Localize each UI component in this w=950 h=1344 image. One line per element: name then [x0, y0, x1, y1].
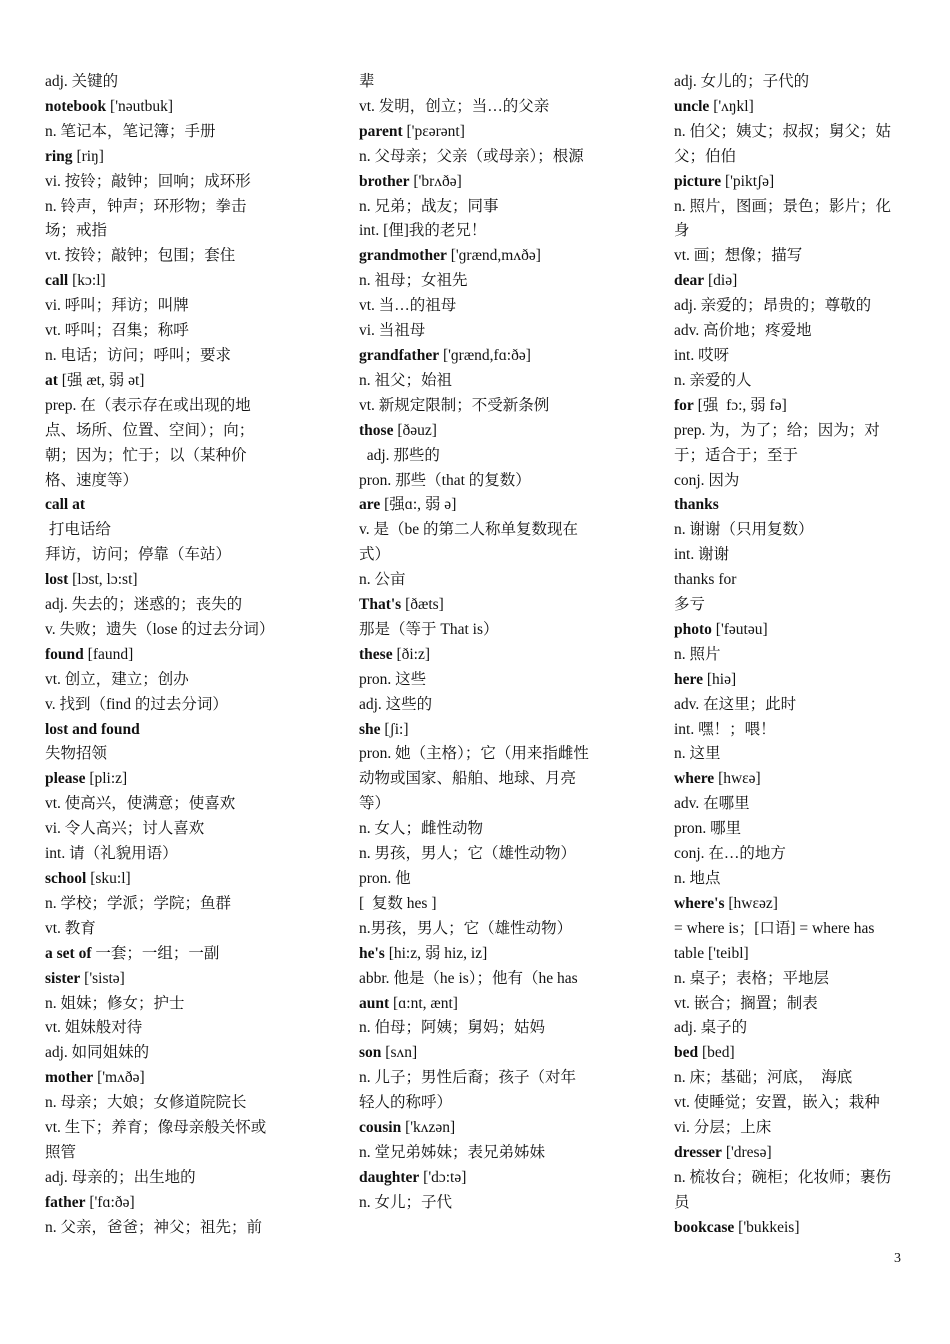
headword: uncle: [674, 97, 710, 115]
definition-line: adj. 桌子的: [674, 1019, 748, 1037]
pronunciation: [riŋ]: [72, 147, 104, 165]
headword: picture: [674, 172, 722, 190]
definition-line: n. 桌子；表格；平地层: [674, 969, 830, 987]
definition-line: vi. 令人高兴；讨人喜欢: [45, 820, 205, 838]
definition-line: n. 男孩，男人；它（雄性动物）: [359, 845, 577, 863]
entry-headword-line: [359, 120, 591, 145]
pronunciation: [hi:z, 弱 hiz, iz]: [384, 944, 488, 962]
entry-headword-line: [674, 170, 906, 195]
entry-headword-line: [359, 170, 591, 195]
pronunciation: ['kʌzən]: [401, 1119, 456, 1137]
pronunciation: ['piktʃə]: [721, 172, 775, 190]
entry-headword-line: [45, 1066, 277, 1091]
pronunciation: ['dɔ:tə]: [419, 1168, 467, 1186]
definition-line: vt. 教育: [45, 919, 96, 937]
headword: cousin: [359, 1119, 402, 1137]
entry-headword-line: [359, 1166, 591, 1191]
entry-headword-line: [674, 493, 906, 518]
definition-line: n. 姐妹；修女；护士: [45, 994, 185, 1012]
definition-line: int. 请（礼貌用语）: [45, 845, 178, 863]
pronunciation: [hwεə]: [714, 770, 761, 788]
headword: where's: [674, 894, 725, 912]
entry-headword-line: [45, 568, 277, 593]
definition-line: n. 伯母；阿姨；舅妈；姑妈: [359, 1019, 546, 1037]
pronunciation: ['dresə]: [721, 1143, 772, 1161]
pronunciation: [ði:z]: [392, 645, 431, 663]
entry-headword-line: [45, 867, 277, 892]
pronunciation: ['ɡrænd,fɑ:ðə]: [439, 346, 531, 364]
definition-line: vt. 姐妹般对待: [45, 1019, 143, 1037]
definition-line: int. 嘿！；喂！: [674, 720, 776, 738]
headword: a set of: [45, 944, 92, 962]
definition-line: vt. 按铃；敲钟；包围；套住: [45, 247, 236, 265]
definition-line: pron. 哪里: [674, 820, 742, 838]
definition-line: int. [俚]我的老兄！: [359, 222, 487, 240]
pronunciation: ['mʌðə]: [93, 1069, 145, 1087]
pronunciation: [bed]: [698, 1044, 735, 1062]
entry-headword-line: [359, 593, 591, 618]
entry-headword-line: [45, 1191, 277, 1216]
definition-line: vt. 嵌合；搁置；制表: [674, 994, 818, 1012]
definition-line: vi. 呼叫；拜访；叫牌: [45, 297, 189, 315]
definition-line: vt. 使高兴，使满意；使喜欢: [45, 795, 236, 813]
headword: lost: [45, 571, 69, 589]
definition-line: v. 是（be 的第二人称单复数现在式）: [359, 521, 578, 564]
definition-line: pron. 他: [359, 870, 411, 887]
headword: aunt: [359, 994, 390, 1012]
definition-line: n. 电话；访问；呼叫；要求: [45, 346, 232, 364]
definition-line: 那是（等于 That is）: [359, 620, 499, 638]
entry-headword-line: [674, 1216, 906, 1241]
headword: bookcase: [674, 1218, 735, 1236]
definition-line: n. 学校；学派；学院；鱼群: [45, 894, 232, 912]
definition-line: n. 梳妆台；碗柜；化妆师；裹伤员: [674, 1168, 892, 1211]
pronunciation: [diə]: [704, 272, 738, 290]
definition-line: 拜访，访问；停靠（车站）: [45, 546, 232, 564]
entry-headword-line: [674, 668, 906, 693]
entry-headword-line: [45, 767, 277, 792]
definition-line: int. 哎呀: [674, 346, 730, 364]
headword: are: [359, 496, 381, 514]
definition-line: thanks for: [674, 571, 737, 589]
definition-line: n. 父母亲；父亲（或母亲）；根源: [359, 147, 584, 165]
definition-line: vt. 当…的祖母: [359, 297, 457, 315]
definition-line: pron. 她（主格）；它（用来指雌性动物或国家、船舶、地球、月亮等）: [359, 745, 589, 813]
headword: father: [45, 1193, 86, 1211]
entry-headword-line: [45, 493, 277, 518]
dictionary-column-3: [674, 70, 906, 1241]
headword: at: [45, 371, 58, 389]
definition-line: prep. 为，为了；给；因为；对于；适合于；至于: [674, 421, 880, 464]
definition-line: [ 复数 hes ]: [359, 894, 437, 912]
entry-headword-line: [359, 344, 591, 369]
entry-headword-line: [359, 493, 591, 518]
entry-headword-line: [359, 419, 591, 444]
headword: lost and found: [45, 720, 140, 738]
headword: grandfather: [359, 346, 440, 364]
headword: she: [359, 720, 381, 738]
definition-line: vt. 使睡觉；安置，嵌入；栽种: [674, 1094, 880, 1112]
definition-line: vt. 新规定限制；不受新条例: [359, 396, 550, 414]
headword: sister: [45, 969, 81, 987]
pronunciation: ['sistə]: [80, 969, 125, 987]
headword: parent: [359, 122, 403, 140]
definition-line: adj. 亲爱的；昂贵的；尊敬的: [674, 297, 872, 315]
entry-headword-line: [359, 1116, 591, 1141]
definition-line: v. 找到（find 的过去分词）: [45, 695, 228, 713]
definition-line: prep. 在（表示存在或出现的地点、场所、位置、空间）；向；朝；因为；忙于；以（某种价格、速度等）: [45, 396, 255, 489]
definition-line: n. 父亲，爸爸；神父；祖先；前: [45, 1218, 263, 1236]
headword: son: [359, 1044, 382, 1062]
pronunciation: ['pεərənt]: [402, 122, 465, 140]
definition-line: vt. 创立，建立；创办: [45, 670, 189, 688]
pronunciation: ['fəutəu]: [711, 620, 768, 638]
definition-line: 失物招领: [45, 745, 108, 763]
headword: dresser: [674, 1143, 722, 1161]
definition-line: n. 照片，图画；景色；影片；化身: [674, 197, 892, 240]
definition-line: n. 祖父；始祖: [359, 371, 453, 389]
pronunciation: [强ɑ:, 弱 ə]: [380, 496, 457, 514]
definition-line: n. 伯父；姨丈；叔叔；舅父；姑父；伯伯: [674, 122, 892, 165]
headword: please: [45, 770, 86, 788]
definition-line: vt. 画；想像；描写: [674, 247, 803, 265]
entry-headword-line: [45, 718, 277, 743]
entry-headword-line: [45, 95, 277, 120]
pronunciation: [sʌn]: [381, 1044, 418, 1062]
dictionary-column-1: [45, 70, 277, 1241]
headword: where: [674, 770, 715, 788]
definition-line: table ['teibl]: [674, 944, 749, 962]
headword: daughter: [359, 1168, 420, 1186]
definition-line: n. 亲爱的人: [674, 371, 752, 389]
entry-headword-line: [359, 718, 591, 743]
pronunciation: [pli:z]: [85, 770, 128, 788]
entry-headword-line: [45, 967, 277, 992]
pronunciation: [ʃi:]: [380, 720, 409, 738]
definition-line: v. 失败；遗失（lose 的过去分词）: [45, 620, 275, 638]
entry-headword-line: [674, 394, 906, 419]
definition-line: vi. 分层；上床: [674, 1119, 772, 1137]
pronunciation: ['fɑ:ðə]: [85, 1193, 135, 1211]
entry-headword-line: [359, 1041, 591, 1066]
definition-line: n. 照片: [674, 645, 721, 663]
pronunciation: ['brʌðə]: [409, 172, 462, 190]
headword: these: [359, 645, 393, 663]
definition-line: n. 谢谢（只用复数）: [674, 521, 814, 539]
headword: grandmother: [359, 247, 447, 265]
headword: notebook: [45, 97, 107, 115]
pronunciation: [lɔst, lɔ:st]: [68, 571, 138, 589]
pronunciation: [强 æt, 弱 ət]: [57, 371, 145, 389]
page-number: 3: [894, 1251, 901, 1266]
entry-headword-line: [674, 618, 906, 643]
definition-line: abbr. 他是（he is）；他有（he has: [359, 969, 578, 987]
headword: call: [45, 272, 69, 290]
entry-headword-line: [45, 942, 277, 967]
pronunciation: [强 fɔ:, 弱 fə]: [693, 396, 787, 414]
definition-line: n.男孩，男人；它（雄性动物）: [359, 919, 573, 937]
entry-headword-line: [674, 269, 906, 294]
headword: he's: [359, 944, 385, 962]
entry-headword-line: [45, 145, 277, 170]
pronunciation: ['bukkeis]: [734, 1218, 800, 1236]
pronunciation: ['ʌŋkl]: [709, 97, 754, 115]
pronunciation: ['nəutbuk]: [106, 97, 174, 115]
headword: school: [45, 870, 87, 887]
pronunciation: 一套；一组；一副: [91, 944, 220, 962]
definition-line: n. 兄弟；战友；同事: [359, 197, 499, 215]
definition-line: = where is；[口语] = where has: [674, 919, 875, 937]
definition-line: pron. 那些（that 的复数）: [359, 471, 531, 489]
definition-line: adv. 在这里；此时: [674, 695, 797, 713]
headword: for: [674, 396, 694, 414]
definition-line: vt. 生下；养育；像母亲般关怀或照管: [45, 1119, 267, 1161]
pronunciation: [ɑ:nt, ænt]: [389, 994, 458, 1012]
definition-line: n. 笔记本，笔记簿；手册: [45, 122, 216, 140]
definition-line: n. 这里: [674, 745, 721, 763]
entry-headword-line: [359, 992, 591, 1017]
entry-headword-line: [674, 95, 906, 120]
definition-line: vi. 当祖母: [359, 322, 426, 340]
headword: ring: [45, 147, 73, 165]
pronunciation: [ðæts]: [401, 596, 444, 614]
definition-line: adj. 母亲的；出生地的: [45, 1168, 196, 1186]
definition-line: 多亏: [674, 596, 706, 614]
definition-line: n. 女儿；子代: [359, 1193, 453, 1211]
headword: those: [359, 421, 394, 439]
pronunciation: [faund]: [83, 645, 134, 663]
dictionary-column-2: [359, 70, 591, 1216]
headword: thanks: [674, 496, 719, 514]
headword: dear: [674, 272, 705, 290]
definition-line: 辈: [359, 73, 375, 90]
definition-line: conj. 因为: [674, 471, 740, 489]
headword: photo: [674, 620, 712, 638]
definition-line: n. 公亩: [359, 571, 406, 589]
entry-headword-line: [674, 767, 906, 792]
definition-line: adj. 女儿的；子代的: [674, 73, 810, 90]
headword: brother: [359, 172, 410, 190]
definition-line: adj. 失去的；迷惑的；丧失的: [45, 596, 243, 614]
headword: here: [674, 670, 703, 688]
definition-line: n. 儿子；男性后裔；孩子（对年轻人的称呼）: [359, 1069, 577, 1112]
entry-headword-line: [359, 244, 591, 269]
headword: bed: [674, 1044, 699, 1062]
pronunciation: ['ɡrænd,mʌðə]: [446, 247, 541, 265]
definition-line: n. 母亲；大娘；女修道院院长: [45, 1094, 247, 1112]
pronunciation: [hwεəz]: [724, 894, 778, 912]
entry-headword-line: [674, 892, 906, 917]
definition-line: adj. 那些的: [359, 446, 440, 464]
definition-line: vi. 按铃；敲钟；回响；成环形: [45, 172, 251, 190]
entry-headword-line: [674, 1041, 906, 1066]
definition-line: adj. 如同姐妹的: [45, 1044, 150, 1062]
definition-line: n. 铃声，钟声；环形物；拳击场；戒指: [45, 197, 247, 240]
definition-line: n. 堂兄弟姊妹；表兄弟姊妹: [359, 1143, 546, 1161]
headword: call at: [45, 496, 86, 514]
pronunciation: [kɔ:l]: [68, 272, 106, 290]
headword: found: [45, 645, 84, 663]
definition-line: 打电话给: [45, 521, 111, 539]
definition-line: adv. 高价地；疼爱地: [674, 322, 812, 340]
definition-line: vt. 呼叫；召集；称呼: [45, 322, 189, 340]
entry-headword-line: [45, 269, 277, 294]
headword: mother: [45, 1069, 94, 1087]
pronunciation: [ðəuz]: [393, 421, 437, 439]
definition-line: conj. 在…的地方: [674, 845, 786, 863]
entry-headword-line: [359, 942, 591, 967]
definition-line: vt. 发明，创立；当…的父亲: [359, 97, 550, 115]
definition-line: n. 女人；雌性动物: [359, 820, 484, 838]
definition-line: n. 床；基础；河底， 海底: [674, 1069, 853, 1087]
entry-headword-line: [45, 643, 277, 668]
definition-line: adj. 这些的: [359, 695, 433, 713]
definition-line: pron. 这些: [359, 670, 427, 688]
pronunciation: [sku:l]: [86, 870, 131, 887]
entry-headword-line: [45, 369, 277, 394]
definition-line: n. 地点: [674, 870, 721, 887]
entry-headword-line: [674, 1141, 906, 1166]
definition-line: adj. 关键的: [45, 73, 119, 90]
definition-line: adv. 在哪里: [674, 795, 750, 813]
definition-line: int. 谢谢: [674, 546, 730, 564]
pronunciation: [hiə]: [702, 670, 737, 688]
headword: That's: [359, 596, 402, 614]
definition-line: n. 祖母；女祖先: [359, 272, 468, 290]
entry-headword-line: [359, 643, 591, 668]
